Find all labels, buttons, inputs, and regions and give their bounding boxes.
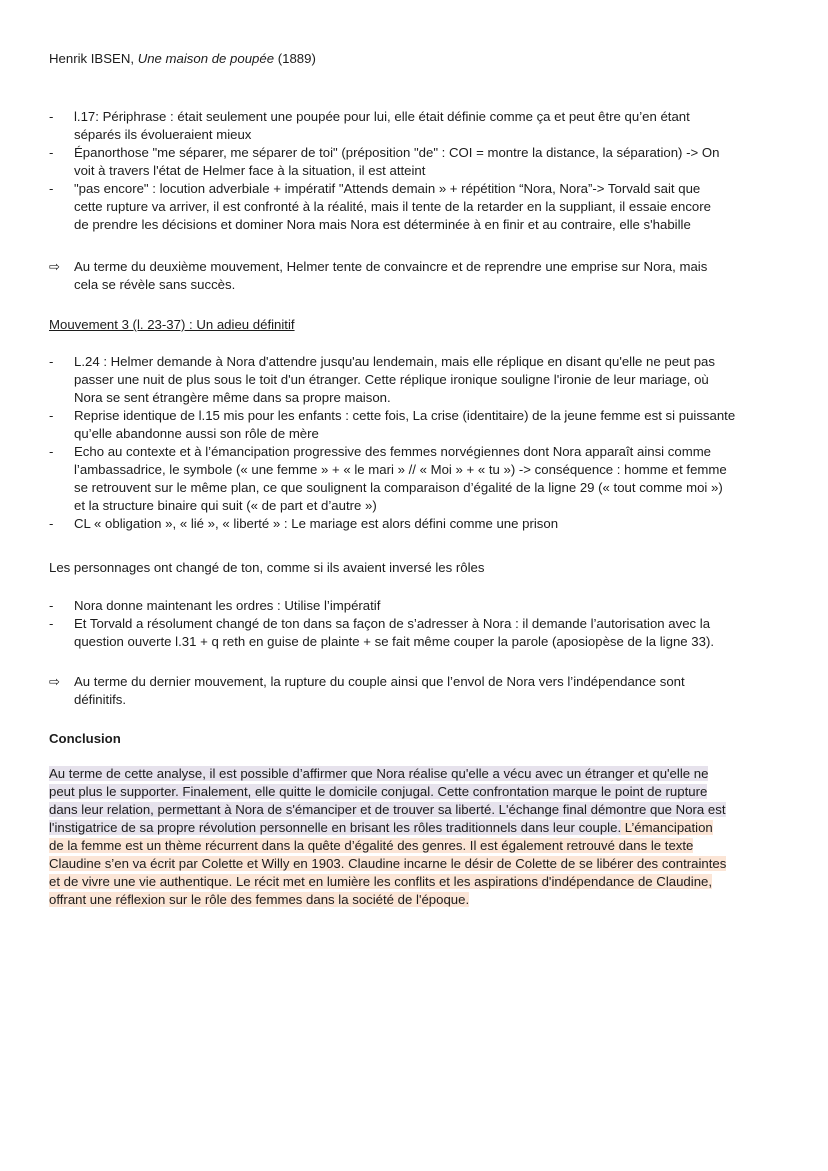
bullet-list-movement-3 bbox=[49, 353, 789, 533]
highlighted-text: L’émancipation bbox=[621, 820, 713, 835]
roles-intro: Les personnages ont changé de ton, comme si ils avaient inversé les rôles bbox=[49, 560, 485, 575]
summary-line: Au terme du dernier mouvement, la rupture du couple ainsi que l’envol de Nora vers l’indépendance sont bbox=[74, 674, 685, 689]
list-item-line: L.24 : Helmer demande à Nora d'attendre jusqu'au lendemain, mais elle réplique en disant qu'elle ne peut pas bbox=[74, 354, 715, 369]
list-item bbox=[49, 407, 789, 443]
highlighted-text: Claudine s’en va écrit par Colette et Willy en 1903. Claudine incarne le désir de Colette de se libérer des contraintes bbox=[49, 856, 727, 871]
list-item-line: séparés ils évolueraient mieux bbox=[74, 127, 252, 142]
list-item-line: l.17: Périphrase : était seulement une poupée pour lui, elle était définie comme ça et peut être qu’en étant bbox=[74, 109, 690, 124]
list-item bbox=[49, 108, 789, 144]
bullet-dash: - bbox=[49, 408, 54, 423]
highlighted-text: l'instigatrice de sa propre révolution personnelle en brisant les rôles traditionnels dans leur couple. bbox=[49, 820, 622, 835]
summary-movement-3 bbox=[49, 673, 789, 709]
header-author: Henrik IBSEN, bbox=[49, 51, 138, 66]
list-item-line: CL « obligation », « lié », « liberté » : Le mariage est alors défini comme une prison bbox=[74, 516, 559, 531]
list-item-line: Nora donne maintenant les ordres : Utilise l’impératif bbox=[74, 598, 381, 613]
list-item bbox=[49, 615, 789, 651]
list-item bbox=[49, 597, 789, 615]
list-item-line: Echo au contexte et à l’émancipation progressive des femmes norvégiennes dont Nora apparaît ainsi comme bbox=[74, 444, 712, 459]
list-item-line: l’ambassadrice, le symbole (« une femme » + « le mari » // « Moi » + « tu ») -> conséquence : homme et femme bbox=[74, 462, 727, 477]
list-item-line: Reprise identique de l.15 mis pour les enfants : cette fois, La crise (identitaire) de la jeune femme est si puissante bbox=[74, 408, 736, 423]
summary-line: Au terme du deuxième mouvement, Helmer tente de convaincre et de reprendre une emprise sur Nora, mais bbox=[74, 259, 708, 274]
list-item bbox=[49, 515, 789, 533]
list-item-line: se retrouvent sur le même plan, ce que soulignent la comparaison d’égalité de la ligne 29 (« tout comme moi ») bbox=[74, 480, 723, 495]
arrow-icon: ⇨ bbox=[49, 674, 61, 689]
bullet-dash: - bbox=[49, 616, 54, 631]
summary-movement-2 bbox=[49, 258, 789, 294]
highlighted-text: peut plus le supporter. Finalement, elle quitte le domicile conjugal. Cette confrontation marque le point de rupture bbox=[49, 784, 708, 799]
list-item-line: qu’elle abandonne aussi son rôle de mère bbox=[74, 426, 319, 441]
bullet-dash: - bbox=[49, 516, 54, 531]
highlighted-text: offrant une réflexion sur le rôle des femmes dans la société de l'époque. bbox=[49, 892, 470, 907]
list-item-line: passer une nuit de plus sous le toit d'un étranger. Cette réplique ironique souligne l'ironie de leur mariage, où bbox=[74, 372, 709, 387]
summary-line: définitifs. bbox=[74, 692, 127, 707]
list-item-line: question ouverte l.31 + q reth en guise de plainte + se fait même couper la parole (aposiopèse de la ligne 33). bbox=[74, 634, 715, 649]
document-header bbox=[49, 50, 316, 68]
bullet-dash: - bbox=[49, 109, 54, 124]
list-item-line: voit à travers l'état de Helmer face à la situation, il est atteint bbox=[74, 163, 426, 178]
list-item bbox=[49, 353, 789, 407]
bullet-dash: - bbox=[49, 145, 54, 160]
bullet-dash: - bbox=[49, 181, 54, 196]
list-item-line: Épanorthose "me séparer, me séparer de toi" (préposition "de" : COI = montre la distance, la séparation) -> On bbox=[74, 145, 720, 160]
list-item bbox=[49, 443, 789, 515]
list-item-line: "pas encore" : locution adverbiale + impératif "Attends demain » + répétition “Nora, Nora”-> Torvald sait que bbox=[74, 181, 701, 196]
bullet-dash: - bbox=[49, 598, 54, 613]
highlighted-text: de la femme est un thème récurrent dans la quête d’égalité des genres. Il est également retrouvé dans le texte bbox=[49, 838, 694, 853]
list-item-line: et la structure binaire qui suit (« de part et d’autre ») bbox=[74, 498, 377, 513]
arrow-icon: ⇨ bbox=[49, 259, 61, 274]
conclusion-paragraph bbox=[49, 765, 784, 909]
bullet-dash: - bbox=[49, 444, 54, 459]
highlighted-text: dans leur relation, permettant à Nora de s'émanciper et de trouver sa liberté. L'échange final démontre que Nora est bbox=[49, 802, 726, 817]
highlighted-text: et de vivre une vie authentique. Le récit met en lumière les conflits et les aspirations d'indépendance de Claudine, bbox=[49, 874, 713, 889]
bullet-list-movement-2 bbox=[49, 108, 789, 234]
list-item bbox=[49, 144, 789, 180]
header-title: Une maison de poupée bbox=[137, 51, 275, 66]
conclusion-title: Conclusion bbox=[49, 731, 121, 746]
list-item-line: cette rupture va arriver, il est confronté à la réalité, mais il tente de la retarder en la suppliant, il essaie encore bbox=[74, 199, 711, 214]
list-item-line: Nora se sent étrangère même dans sa propre maison. bbox=[74, 390, 391, 405]
section-title-movement-3: Mouvement 3 (l. 23-37) : Un adieu définitif bbox=[49, 317, 295, 332]
summary-line: cela se révèle sans succès. bbox=[74, 277, 236, 292]
header-year: (1889) bbox=[274, 51, 316, 66]
highlighted-text: Au terme de cette analyse, il est possible d’affirmer que Nora réalise qu'elle a vécu avec un étranger et qu'elle ne bbox=[49, 766, 709, 781]
bullet-list-roles bbox=[49, 597, 789, 651]
list-item-line: de prendre les décisions et dominer Nora mais Nora est déterminée à en finir et au contraire, elle s'habille bbox=[74, 217, 691, 232]
bullet-dash: - bbox=[49, 354, 54, 369]
list-item bbox=[49, 180, 789, 234]
list-item-line: Et Torvald a résolument changé de ton dans sa façon de s’adresser à Nora : il demande l’autorisation avec la bbox=[74, 616, 711, 631]
